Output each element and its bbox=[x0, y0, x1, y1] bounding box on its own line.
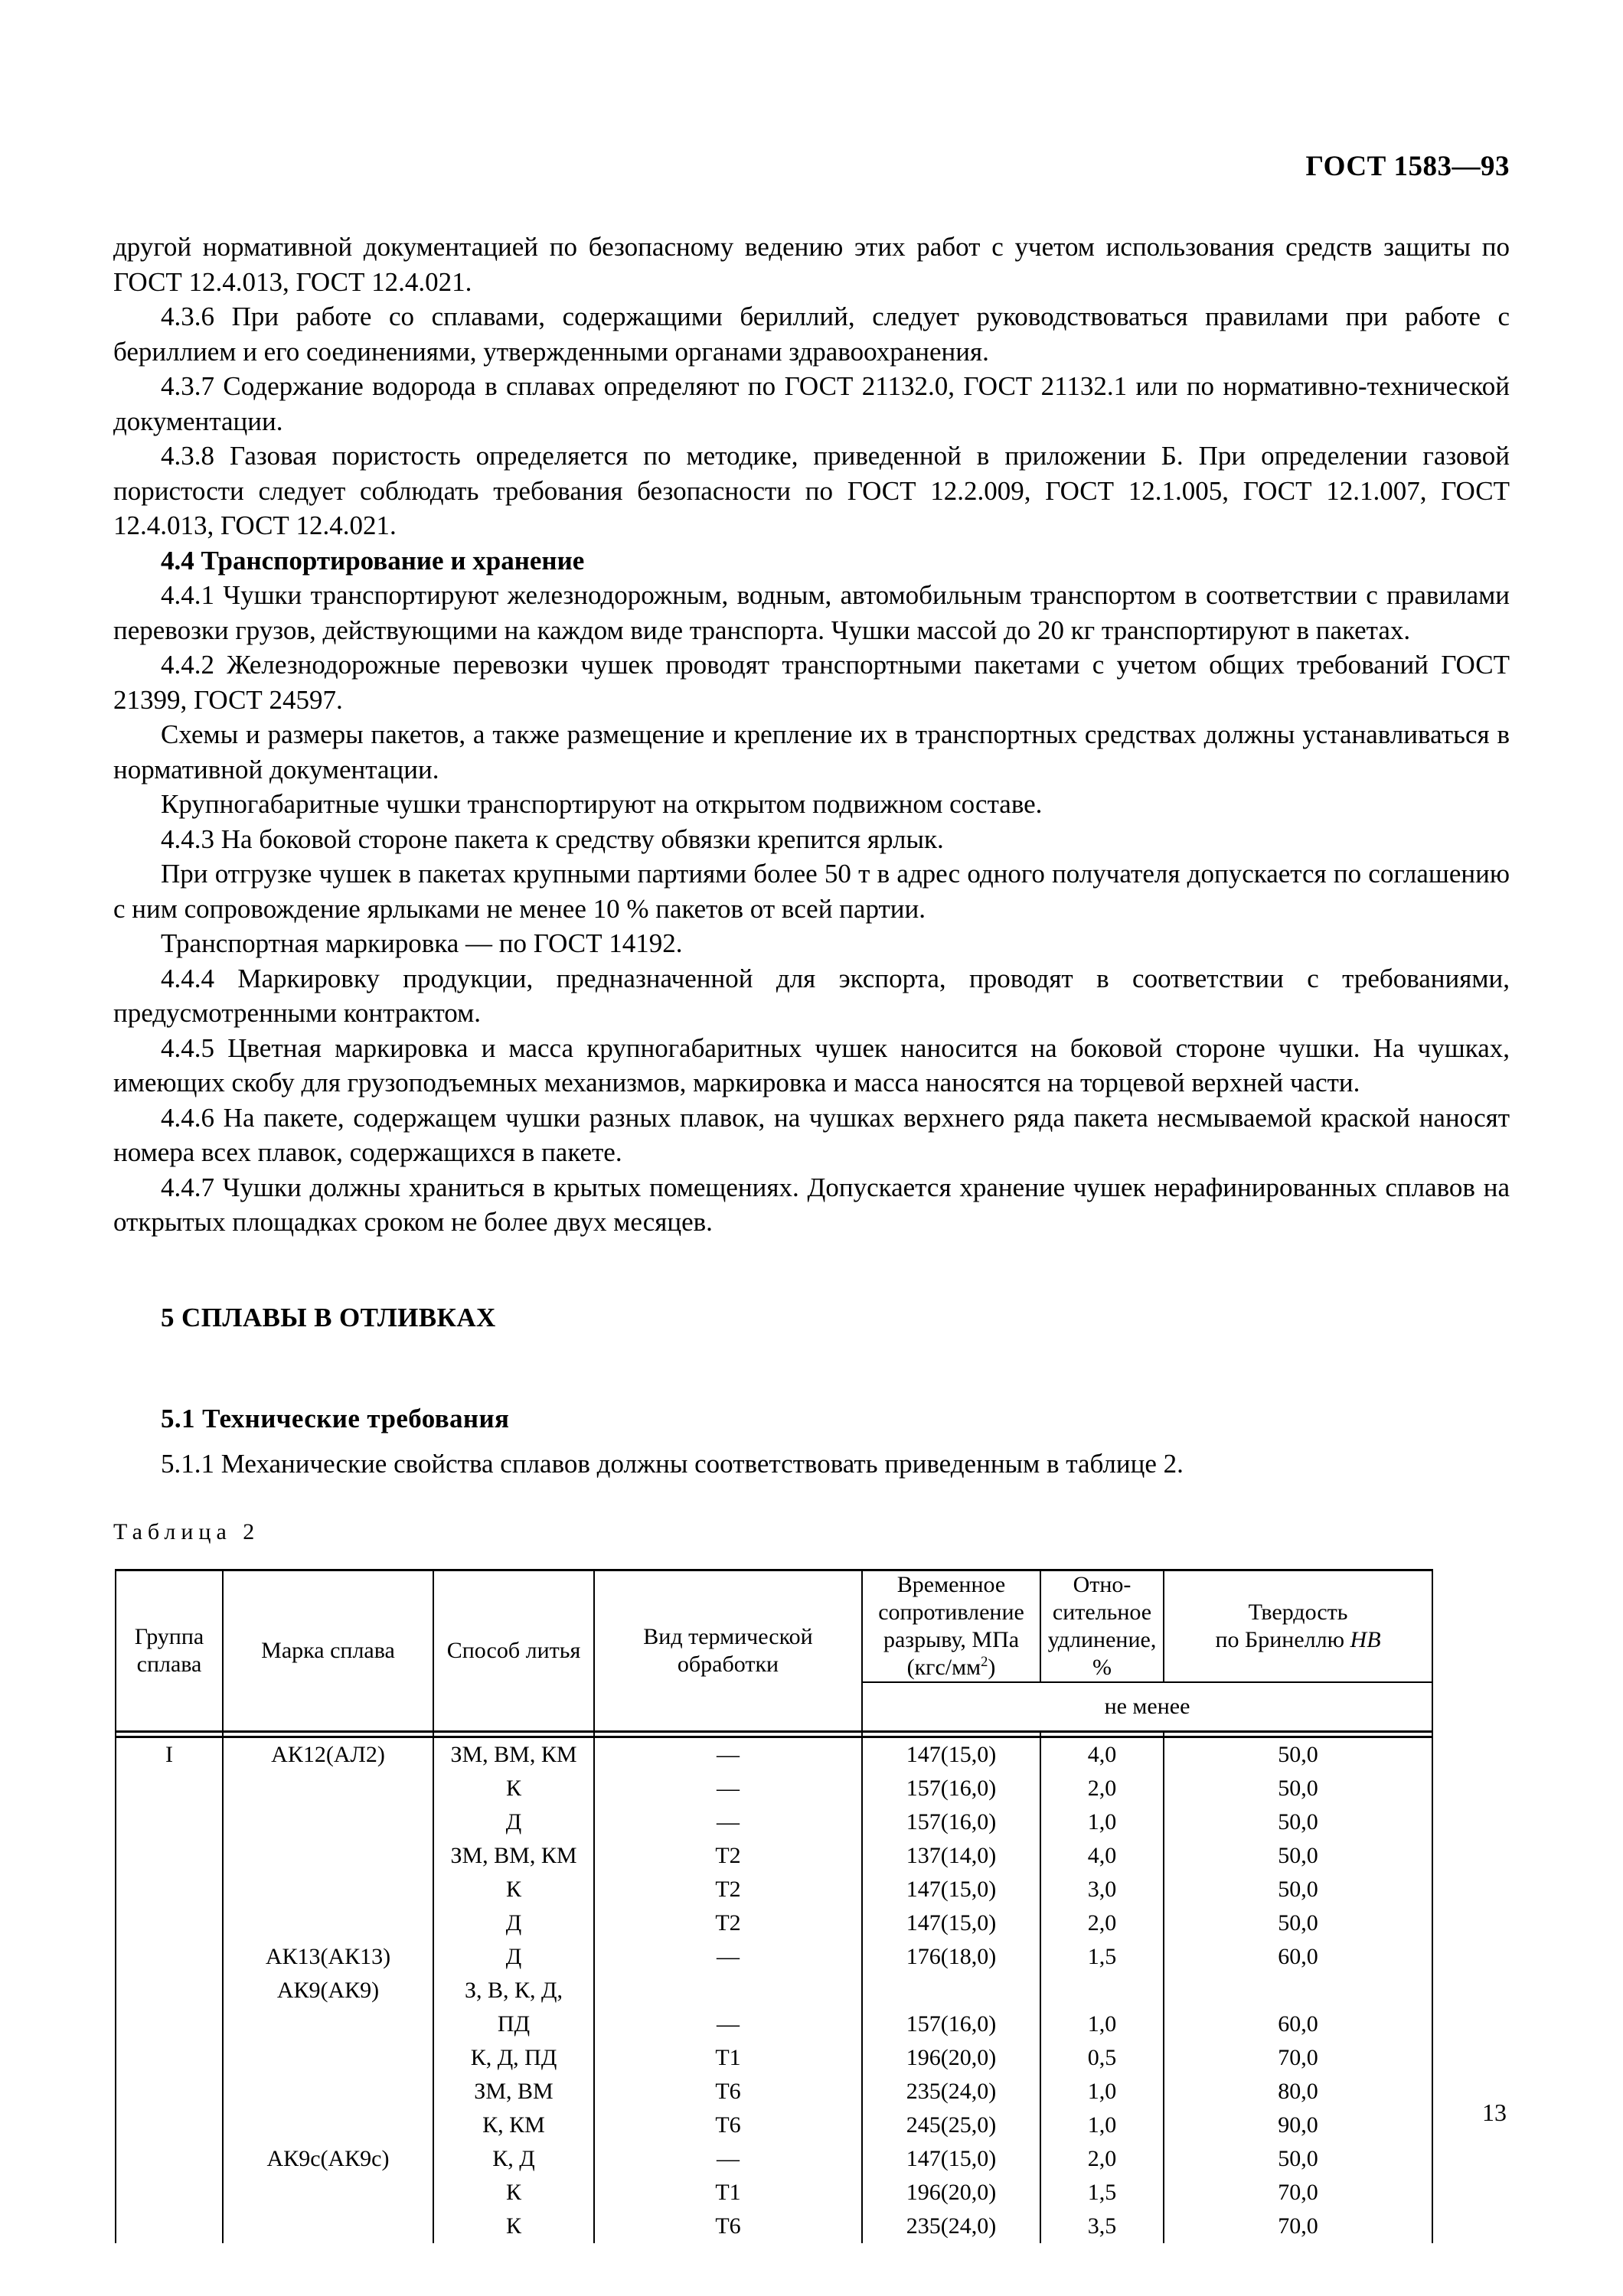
cell-mark-12: АК9с(АК9с) bbox=[266, 2146, 390, 2171]
paragraph-4-3-6: 4.3.6 При работе со сплавами, содержащими бериллий, следует руководствоваться правилами при работе с бериллием и его соединениями, утвержденными органами здравоохранения. bbox=[113, 302, 1510, 367]
heat-stack bbox=[595, 1738, 861, 2243]
paragraph-4-4-7: 4.4.7 Чушки должны храниться в крытых помещениях. Допускается хранение чушек нерафинированных сплавов на открытых площадках сроком не более двух месяцев. bbox=[113, 1172, 1510, 1237]
cell-hardness-0: 50,0 bbox=[1278, 1742, 1318, 1767]
paragraph-4-3-7: 4.3.7 Содержание водорода в сплавах определяют по ГОСТ 21132.0, ГОСТ 21132.1 или по нормативно-технической документации. bbox=[113, 371, 1510, 436]
rule-cell-2 bbox=[223, 1732, 433, 1737]
cell-strength-9: 196(20,0) bbox=[906, 2045, 997, 2070]
cell-strength-13: 196(20,0) bbox=[906, 2180, 997, 2205]
cell-heat-13: Т1 bbox=[715, 2180, 741, 2205]
paragraph-5-1-1: 5.1.1 Механические свойства сплавов должны соответствовать приведенным в таблице 2. bbox=[161, 1449, 1184, 1479]
paragraph-4-3-8: 4.3.8 Газовая пористость определяется по методике, приведенной в приложении Б. При определении газовой пористости следует соблюдать требования безопасности по ГОСТ 12.2.009, ГОСТ 12.1.005, ГОСТ 12.1.007, ГОСТ 12.4.013, ГОСТ 12.4.021. bbox=[113, 441, 1510, 540]
page-number: 13 bbox=[1482, 2099, 1507, 2126]
cell-elongation-9: 0,5 bbox=[1087, 2045, 1117, 2070]
cell-hardness-14: 70,0 bbox=[1278, 2213, 1318, 2239]
th-group-line2: сплава bbox=[136, 1652, 202, 1677]
paragraph-transport-marking: Транспортная маркировка — по ГОСТ 14192. bbox=[161, 928, 683, 958]
th-heat-line2: обработки bbox=[677, 1652, 779, 1677]
group-stack bbox=[116, 1738, 222, 2243]
cell-strength-14: 235(24,0) bbox=[906, 2213, 997, 2239]
td-hardness-column bbox=[1164, 1737, 1432, 2244]
cell-elongation-5: 2,0 bbox=[1087, 1910, 1117, 1936]
paragraph-shipping: При отгрузке чушек в пакетах крупными партиями более 50 т в адрес одного получателя допускается по соглашению с ним сопровождение ярлыками не менее 10 % пакетов от всей партии. bbox=[113, 859, 1510, 924]
th-hardness-line2 bbox=[1164, 1626, 1432, 1654]
th-heat-line1: Вид термической bbox=[643, 1624, 813, 1649]
cell-hardness-3: 50,0 bbox=[1278, 1843, 1318, 1868]
th-strength-line3: разрыву, МПа bbox=[883, 1627, 1020, 1652]
cell-mark-7: АК9(АК9) bbox=[276, 1978, 380, 2003]
paragraph-large-ingots: Крупногабаритные чушки транспортируют на открытом подвижном составе. bbox=[161, 789, 1043, 819]
th-hardness-line1: Твердость bbox=[1248, 1600, 1348, 1625]
table-header-row bbox=[116, 1570, 1432, 1683]
th-elong-line3: удлинение, bbox=[1047, 1627, 1157, 1652]
cell-method-0: ЗМ, ВМ, КМ bbox=[450, 1742, 577, 1767]
th-hardness bbox=[1164, 1570, 1432, 1683]
cell-heat-6: — bbox=[717, 1944, 740, 1969]
th-group bbox=[116, 1570, 223, 1732]
td-group-column bbox=[116, 1737, 223, 2244]
cell-heat-12: — bbox=[717, 2146, 740, 2171]
th-strength-units-sup: 2 bbox=[981, 1654, 988, 1670]
cell-method-5: Д bbox=[505, 1910, 522, 1936]
cell-elongation-10: 1,0 bbox=[1087, 2079, 1117, 2104]
th-strength-units-post: ) bbox=[988, 1655, 996, 1680]
cell-method-13: К bbox=[505, 2180, 521, 2205]
table-header-rule bbox=[116, 1732, 1432, 1737]
cell-strength-8: 157(16,0) bbox=[906, 2011, 997, 2037]
cell-heat-9: Т1 bbox=[715, 2045, 741, 2070]
rule-cell-7 bbox=[1164, 1732, 1432, 1737]
cell-strength-1: 157(16,0) bbox=[906, 1776, 997, 1801]
cell-elongation-14: 3,5 bbox=[1087, 2213, 1117, 2239]
heading-section-5: 5 СПЛАВЫ В ОТЛИВКАХ bbox=[161, 1303, 496, 1332]
td-elongation-column bbox=[1040, 1737, 1164, 2244]
td-strength-column bbox=[862, 1737, 1040, 2244]
rule-cell-5 bbox=[862, 1732, 1040, 1737]
paragraph-4-4-2: 4.4.2 Железнодорожные перевозки чушек проводят транспортными пакетами с учетом общих требований ГОСТ 21399, ГОСТ 24597. bbox=[113, 650, 1510, 715]
cell-heat-2: — bbox=[717, 1809, 740, 1835]
paragraph-4-4-4: 4.4.4 Маркировку продукции, предназначенной для экспорта, проводят в соответствии с требованиями, предусмотренными контрактом. bbox=[113, 963, 1510, 1028]
method-stack bbox=[434, 1738, 593, 2243]
cell-method-6: Д bbox=[505, 1944, 522, 1969]
table-2 bbox=[115, 1569, 1432, 2243]
cell-hardness-5: 50,0 bbox=[1278, 1910, 1318, 1936]
cell-method-4: К bbox=[505, 1877, 521, 1902]
th-method: Способ литья bbox=[433, 1570, 594, 1732]
cell-hardness-12: 50,0 bbox=[1278, 2146, 1318, 2171]
th-not-less: не менее bbox=[862, 1682, 1432, 1732]
paragraph-4-4-5: 4.4.5 Цветная маркировка и масса крупногабаритных чушек наносится на боковой стороне чушки. На чушках, имеющих скобу для грузоподъемных механизмов, маркировка и масса наносятся на торцевой верхней части. bbox=[113, 1032, 1510, 1097]
cell-strength-4: 147(15,0) bbox=[906, 1877, 997, 1902]
cell-elongation-12: 2,0 bbox=[1087, 2146, 1117, 2171]
cell-heat-5: Т2 bbox=[715, 1910, 741, 1936]
cell-elongation-6: 1,5 bbox=[1087, 1944, 1117, 1969]
th-hardness-symbol: НВ bbox=[1350, 1627, 1381, 1652]
rule-cell-3 bbox=[433, 1732, 594, 1737]
paragraph-package-schemes: Схемы и размеры пакетов, а также размещение и крепление их в транспортных средствах должны устанавливаться в нормативной документации. bbox=[113, 719, 1510, 784]
rule-cell-1 bbox=[116, 1732, 223, 1737]
cell-heat-0: — bbox=[717, 1742, 740, 1767]
cell-elongation-3: 4,0 bbox=[1087, 1843, 1117, 1868]
cell-hardness-4: 50,0 bbox=[1278, 1877, 1318, 1902]
th-strength-line1: Временное bbox=[896, 1572, 1006, 1597]
hardness-stack bbox=[1164, 1738, 1432, 2243]
cell-method-14: К bbox=[505, 2213, 521, 2239]
cell-strength-3: 137(14,0) bbox=[906, 1843, 997, 1868]
paragraph-continued: другой нормативной документацией по безопасному ведению этих работ с учетом использования средств защиты по ГОСТ 12.4.013, ГОСТ 12.4.021. bbox=[113, 232, 1510, 297]
table-row bbox=[116, 1737, 1432, 2244]
cell-hardness-2: 50,0 bbox=[1278, 1809, 1318, 1835]
cell-heat-4: Т2 bbox=[715, 1877, 741, 1902]
strength-stack bbox=[863, 1738, 1040, 2243]
th-tensile-strength bbox=[862, 1570, 1040, 1683]
cell-hardness-10: 80,0 bbox=[1278, 2079, 1318, 2104]
elongation-stack bbox=[1041, 1738, 1163, 2243]
th-elong-line1: Отно- bbox=[1073, 1572, 1132, 1597]
paragraph-4-4-1: 4.4.1 Чушки транспортируют железнодорожным, водным, автомобильным транспортом в соответствии с правилами перевозки грузов, действующими на каждом виде транспорта. Чушки массой до 20 кг транспортируют в пакетах. bbox=[113, 580, 1510, 645]
mark-stack bbox=[224, 1738, 433, 2243]
cell-strength-2: 157(16,0) bbox=[906, 1809, 997, 1835]
th-heat-treatment bbox=[594, 1570, 862, 1732]
cell-hardness-11: 90,0 bbox=[1278, 2112, 1318, 2138]
cell-method-11: К, КМ bbox=[482, 2112, 545, 2138]
rule-cell-4 bbox=[594, 1732, 862, 1737]
th-mark: Марка сплава bbox=[223, 1570, 433, 1732]
cell-strength-12: 147(15,0) bbox=[906, 2146, 997, 2171]
paragraph-4-4-6: 4.4.6 На пакете, содержащем чушки разных плавок, на чушках верхнего ряда пакета несмываемой краской наносят номера всех плавок, содержащихся в пакете. bbox=[113, 1102, 1510, 1167]
th-strength-line2: сопротивление bbox=[878, 1600, 1024, 1625]
rule-cell-6 bbox=[1040, 1732, 1164, 1737]
heading-section-5-1: 5.1 Технические требования bbox=[161, 1404, 510, 1433]
cell-method-2: Д bbox=[505, 1809, 522, 1835]
cell-heat-1: — bbox=[717, 1776, 740, 1801]
cell-heat-11: Т6 bbox=[715, 2112, 741, 2138]
cell-mark-0: АК12(АЛ2) bbox=[271, 1742, 385, 1767]
body-text-block bbox=[113, 230, 1510, 1240]
cell-heat-10: Т6 bbox=[715, 2079, 741, 2104]
cell-method-10: ЗМ, ВМ bbox=[474, 2079, 554, 2104]
th-hardness-line2-pre: по Бринеллю bbox=[1215, 1627, 1350, 1652]
cell-method-1: К bbox=[505, 1776, 521, 1801]
cell-method-9: К, Д, ПД bbox=[470, 2045, 557, 2070]
cell-strength-5: 147(15,0) bbox=[906, 1910, 997, 1936]
cell-strength-0: 147(15,0) bbox=[906, 1742, 997, 1767]
cell-elongation-0: 4,0 bbox=[1087, 1742, 1117, 1767]
cell-elongation-1: 2,0 bbox=[1087, 1776, 1117, 1801]
cell-elongation-2: 1,0 bbox=[1087, 1809, 1117, 1835]
td-method-column bbox=[433, 1737, 594, 2244]
cell-heat-3: Т2 bbox=[715, 1843, 741, 1868]
cell-elongation-4: 3,0 bbox=[1087, 1877, 1117, 1902]
table-caption: Таблица 2 bbox=[113, 1519, 260, 1544]
cell-hardness-9: 70,0 bbox=[1278, 2045, 1318, 2070]
th-elong-line4: % bbox=[1092, 1655, 1112, 1680]
th-elongation bbox=[1040, 1570, 1164, 1683]
cell-method-8: ПД bbox=[497, 2011, 531, 2037]
cell-elongation-13: 1,5 bbox=[1087, 2180, 1117, 2205]
cell-group-0: I bbox=[165, 1742, 173, 1767]
cell-method-3: ЗМ, ВМ, КМ bbox=[450, 1843, 577, 1868]
heading-4-4: 4.4 Транспортирование и хранение bbox=[161, 545, 585, 576]
document-standard-header: ГОСТ 1583—93 bbox=[1305, 151, 1510, 182]
paragraph-4-4-3: 4.4.3 На боковой стороне пакета к средству обвязки крепится ярлык. bbox=[161, 823, 944, 854]
th-group-line1: Группа bbox=[134, 1624, 204, 1649]
cell-hardness-1: 50,0 bbox=[1278, 1776, 1318, 1801]
td-mark-column bbox=[223, 1737, 433, 2244]
cell-elongation-8: 1,0 bbox=[1087, 2011, 1117, 2037]
th-elong-line2: сительное bbox=[1052, 1600, 1152, 1625]
td-heat-column bbox=[594, 1737, 862, 2244]
th-strength-units bbox=[863, 1654, 1040, 1681]
cell-method-12: К, Д bbox=[492, 2146, 535, 2171]
cell-heat-14: Т6 bbox=[715, 2213, 741, 2239]
th-strength-units-pre: (кгс/мм bbox=[906, 1655, 981, 1680]
cell-mark-6: АК13(АК13) bbox=[265, 1944, 391, 1969]
cell-strength-10: 235(24,0) bbox=[906, 2079, 997, 2104]
cell-hardness-6: 60,0 bbox=[1278, 1944, 1318, 1969]
cell-strength-6: 176(18,0) bbox=[906, 1944, 997, 1969]
cell-hardness-8: 60,0 bbox=[1278, 2011, 1318, 2037]
cell-heat-8: — bbox=[717, 2011, 740, 2037]
cell-elongation-11: 1,0 bbox=[1087, 2112, 1117, 2138]
cell-method-7: З, В, К, Д, bbox=[464, 1978, 563, 2003]
cell-hardness-13: 70,0 bbox=[1278, 2180, 1318, 2205]
cell-strength-11: 245(25,0) bbox=[906, 2112, 997, 2138]
